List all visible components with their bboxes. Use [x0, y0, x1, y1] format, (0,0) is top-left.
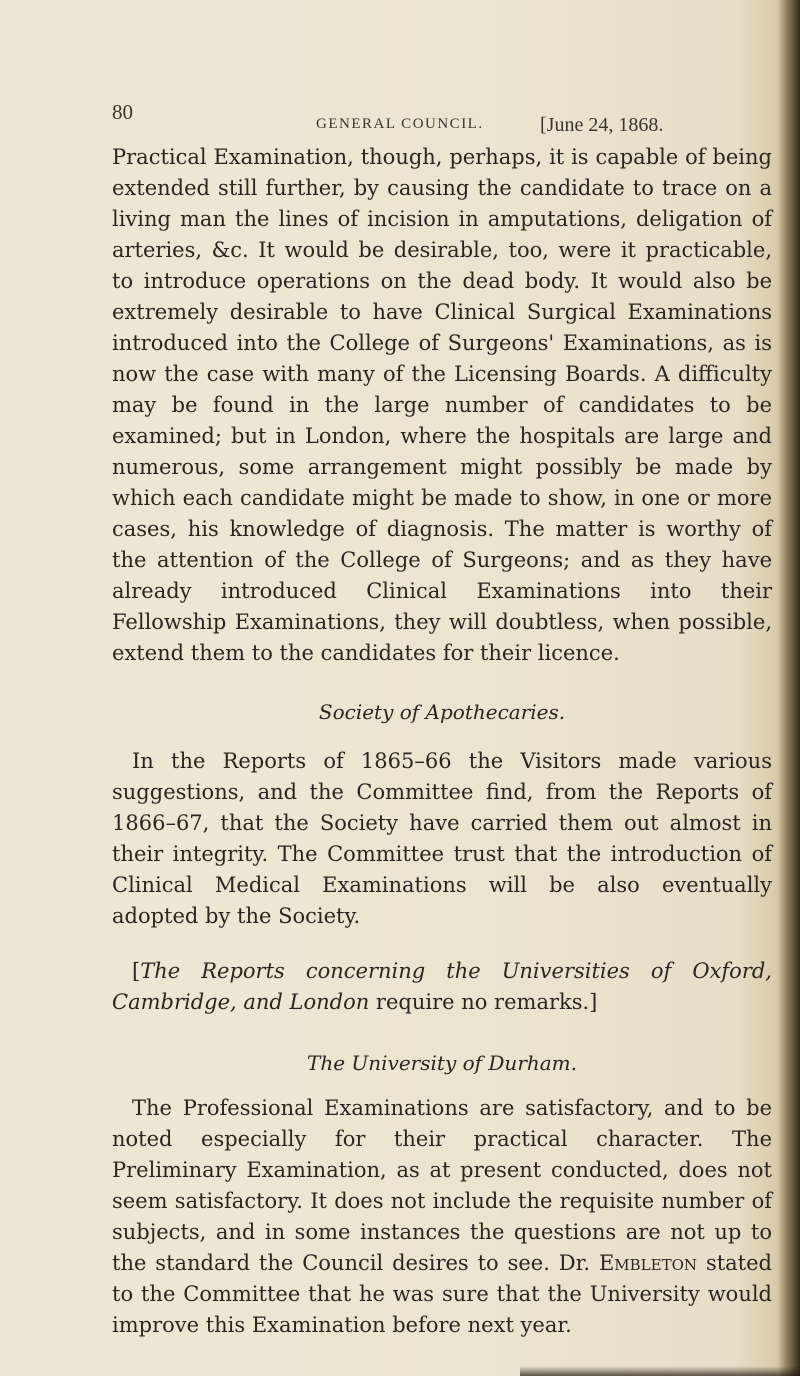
header-date: [June 24, 1868.: [540, 114, 664, 136]
paragraph-practical-examination: Practical Examination, though, perhaps, it is capable of being extended still further, by causing the candidate to trace on a living man the lines of incision in amputations, deligation of arteries, &c. It would be desirable, too, were it practicable, to introduce operations on the dead body. It would also be extremely desirable to have Clinical Surgical Examinations introduced into the College of Surgeons' Examinations, as is now the case with many of the Licensing Boards. A difficulty may be found in the large number of candidates to be examined; but in London, where the hospitals are large and numerous, some arrangement might possibly be made by which each candidate might be made to show, in one or more cases, his knowledge of diagnosis. The matter is worthy of the attention of the College of Surgeons; and as they have already introduced Clinical Examinations into their Fellowship Examinations, they will doubtless, when possible, extend them to the candidates for their licence.: [112, 145, 772, 665]
page-body: [112, 142, 772, 1341]
paragraph-durham: [112, 1093, 772, 1341]
paragraph-durham-end: stated to the Committee that he was sure that the University would improve this Examination before next year.: [112, 1251, 772, 1337]
page-edge-shadow: [520, 1366, 800, 1376]
binding-shadow: [778, 0, 800, 1376]
page-header: [112, 100, 772, 134]
running-head: GENERAL COUNCIL.: [316, 116, 484, 132]
note-italic-text: The Reports concerning the Universities of Oxford, Cambridge, and London: [112, 959, 772, 1014]
note-text: require no remarks.]: [369, 990, 598, 1014]
note-bracket: [: [132, 959, 141, 983]
editorial-note: [112, 956, 772, 1018]
page-number: 80: [112, 100, 133, 124]
paragraph-apothecaries: In the Reports of 1865–66 the Visitors made various suggestions, and the Committee find, from the Reports of 1866–67, that the Society have carried them out almost in their integrity. The Committee trust that the introduction of Clinical Medical Examinations will be also eventually adopted by the Society.: [112, 749, 772, 928]
section-heading-durham: The University of Durham.: [307, 1051, 577, 1075]
person-name: Embleton: [598, 1251, 698, 1275]
section-heading-apothecaries: Society of Apothecaries.: [318, 700, 566, 724]
paragraph-durham-start: The Professional Examinations are satisfactory, and to be noted especially for their practical character. The Preliminary Examination, as at present conducted, does not seem satisfactory. It does not include the requisite number of subjects, and in some instances the questions are not up to the standard the Council desires to see. Dr.: [112, 1096, 772, 1275]
